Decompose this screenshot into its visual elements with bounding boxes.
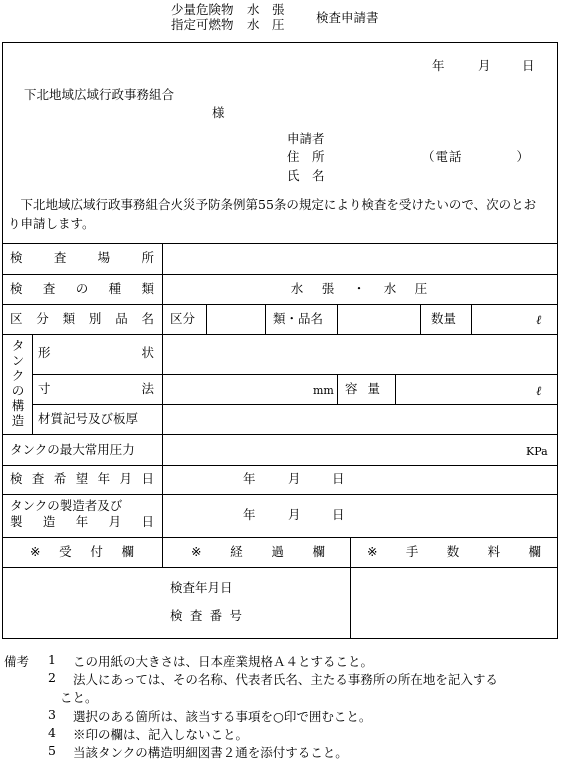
note-num-3: 3 (48, 707, 56, 722)
desired-date-label: 検 査 希 望 年 月 日 (10, 471, 154, 486)
category-sub-label: 区分 (170, 311, 196, 326)
tank-structure-label: タンクの構造 (11, 338, 25, 428)
note-num-1: 1 (48, 652, 56, 667)
notes-heading: 備考 (4, 654, 30, 669)
inspection-type-value[interactable]: 水 張 ・ 水 圧 (290, 281, 431, 296)
declaration-text: 下北地域広域行政事務組合火災予防条例第55条の規定により検査を受けたいので、次のとおり申請します。 (8, 197, 537, 231)
addressee: 下北地域広域行政事務組合 (24, 87, 175, 102)
header-kind-line1: 少量危険物 (171, 2, 234, 17)
phone-label: （電話 ） (422, 149, 531, 164)
desired-year: 年 (243, 471, 256, 486)
note-text-4: ※印の欄は、記入しないこと。 (73, 727, 249, 742)
date-day-label: 日 (522, 58, 535, 73)
manufacture-month: 月 (288, 507, 301, 522)
shape-label: 形 状 (38, 345, 154, 360)
capacity-label: 容量 (345, 381, 391, 396)
capacity-liter-unit: ℓ (536, 383, 542, 398)
header-test-line2: 水 圧 (247, 17, 285, 32)
name-label: 氏 名 (287, 168, 325, 183)
document-title: 検査申請書 (316, 10, 379, 25)
desired-month: 月 (288, 471, 301, 486)
note-text-1: この用紙の大きさは、日本産業規格Ａ４とすること。 (73, 654, 374, 669)
category-label: 区 分 類 別 品 名 (10, 311, 154, 326)
note-text-3: 選択のある箇所は、該当する事項を○印で囲むこと。 (73, 709, 372, 724)
header-kind-line2: 指定可燃物 (171, 17, 234, 32)
reception-column-label: ※ 受 付 欄 (30, 544, 134, 559)
note-num-2: 2 (48, 670, 56, 685)
manufacturer-label-line2: 製 造 年 月 日 (10, 514, 154, 529)
desired-day: 日 (332, 471, 345, 486)
note-text-2: 法人にあっては、その名称、代表者氏名、主たる事務所の所在地を記入する (73, 672, 498, 687)
manufacturer-label-line1: タンクの製造者及び (10, 498, 123, 513)
manufacture-year: 年 (243, 507, 256, 522)
honorific: 様 (212, 105, 225, 120)
fee-column-label: ※ 手 数 料 欄 (367, 544, 541, 559)
note-text-5: 当該タンクの構造明細図書２通を添付すること。 (73, 745, 348, 760)
note-text-2-cont: こと。 (60, 690, 98, 705)
inspection-number-label: 検 査 番 号 (170, 608, 242, 623)
mm-unit: mm (313, 384, 334, 397)
manufacture-day: 日 (332, 507, 345, 522)
address-label: 住 所 (287, 149, 325, 164)
material-label: 材質記号及び板厚 (38, 411, 139, 426)
applicant-label: 申請者 (287, 131, 325, 146)
max-pressure-label: タンクの最大常用圧力 (10, 442, 135, 457)
liter-unit: ℓ (536, 312, 542, 327)
progress-column-label: ※ 経 過 欄 (191, 544, 325, 559)
inspection-date-label: 検査年月日 (170, 580, 233, 595)
kind-name-label: 類・品名 (273, 311, 324, 326)
quantity-label: 数量 (431, 311, 457, 326)
dimension-label: 寸 法 (38, 381, 154, 396)
date-month-label: 月 (478, 58, 491, 73)
kpa-unit: KPa (526, 445, 548, 458)
note-num-5: 5 (48, 743, 56, 758)
note-num-4: 4 (48, 725, 56, 740)
header-test-line1: 水 張 (247, 2, 285, 17)
date-year-label: 年 (432, 58, 445, 73)
inspection-type-label: 検 査 の 種 類 (10, 281, 154, 296)
inspection-location-label: 検 査 場 所 (10, 250, 154, 265)
